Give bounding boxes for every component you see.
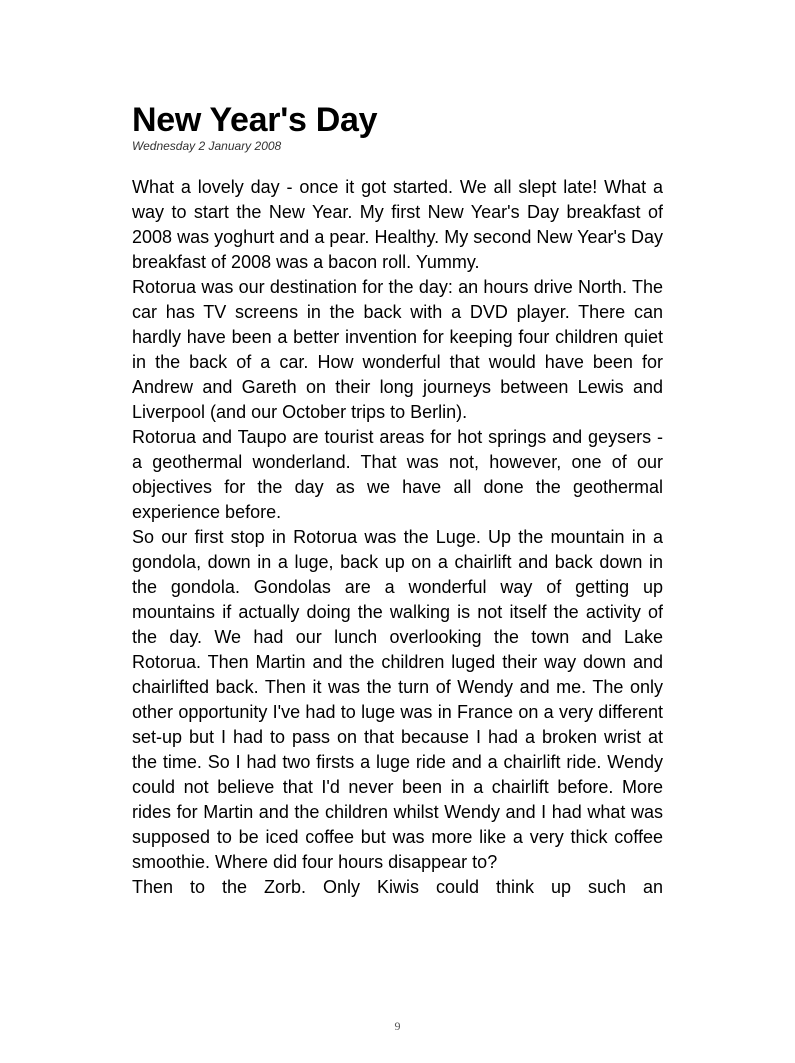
page-number: 9 xyxy=(394,1019,401,1033)
page-title: New Year's Day xyxy=(132,101,378,139)
paragraph: What a lovely day - once it got started. We all slept late! What a way to start the New Year. My first New Year's Day breakfast of 2008 was yoghurt and a pear. Healthy. My second New Year's Day breakfast of 2008 was a bacon roll. Yummy. xyxy=(132,177,663,272)
body-text xyxy=(132,175,663,987)
paragraph: Rotorua and Taupo are tourist areas for hot springs and geysers - a geothermal wonderland. That was not, however, one of our objectives for the day as we have all done the geothermal experience before. xyxy=(132,427,663,522)
entry-date: Wednesday 2 January 2008 xyxy=(132,139,282,153)
paragraph: Then to the Zorb. Only Kiwis could think up such an xyxy=(132,877,663,897)
paragraph: Rotorua was our destination for the day: an hours drive North. The car has TV screens in the back with a DVD player. There can hardly have been a better invention for keeping four children quiet in the back of a car. How wonderful that would have been for Andrew and Gareth on their long journeys between Lewis and Liverpool (and our October trips to Berlin). xyxy=(132,277,663,422)
paragraph: So our first stop in Rotorua was the Luge. Up the mountain in a gondola, down in a luge, back up on a chairlift and back down in the gondola. Gondolas are a wonderful way of getting up mountains if actually doing the walking is not itself the activity of the day. We had our lunch overlooking the town and Lake Rotorua. Then Martin and the children luged their way down and chairlifted back. Then it was the turn of Wendy and me. The only other opportunity I've had to luge was in France on a very different set-up but I had to pass on that because I had a broken wrist at the time. So I had two firsts a luge ride and a chairlift ride. Wendy could not believe that I'd never been in a chairlift before. More rides for Martin and the children whilst Wendy and I had what was supposed to be iced coffee but was more like a very thick coffee smoothie. Where did four hours disappear to? xyxy=(132,527,663,872)
